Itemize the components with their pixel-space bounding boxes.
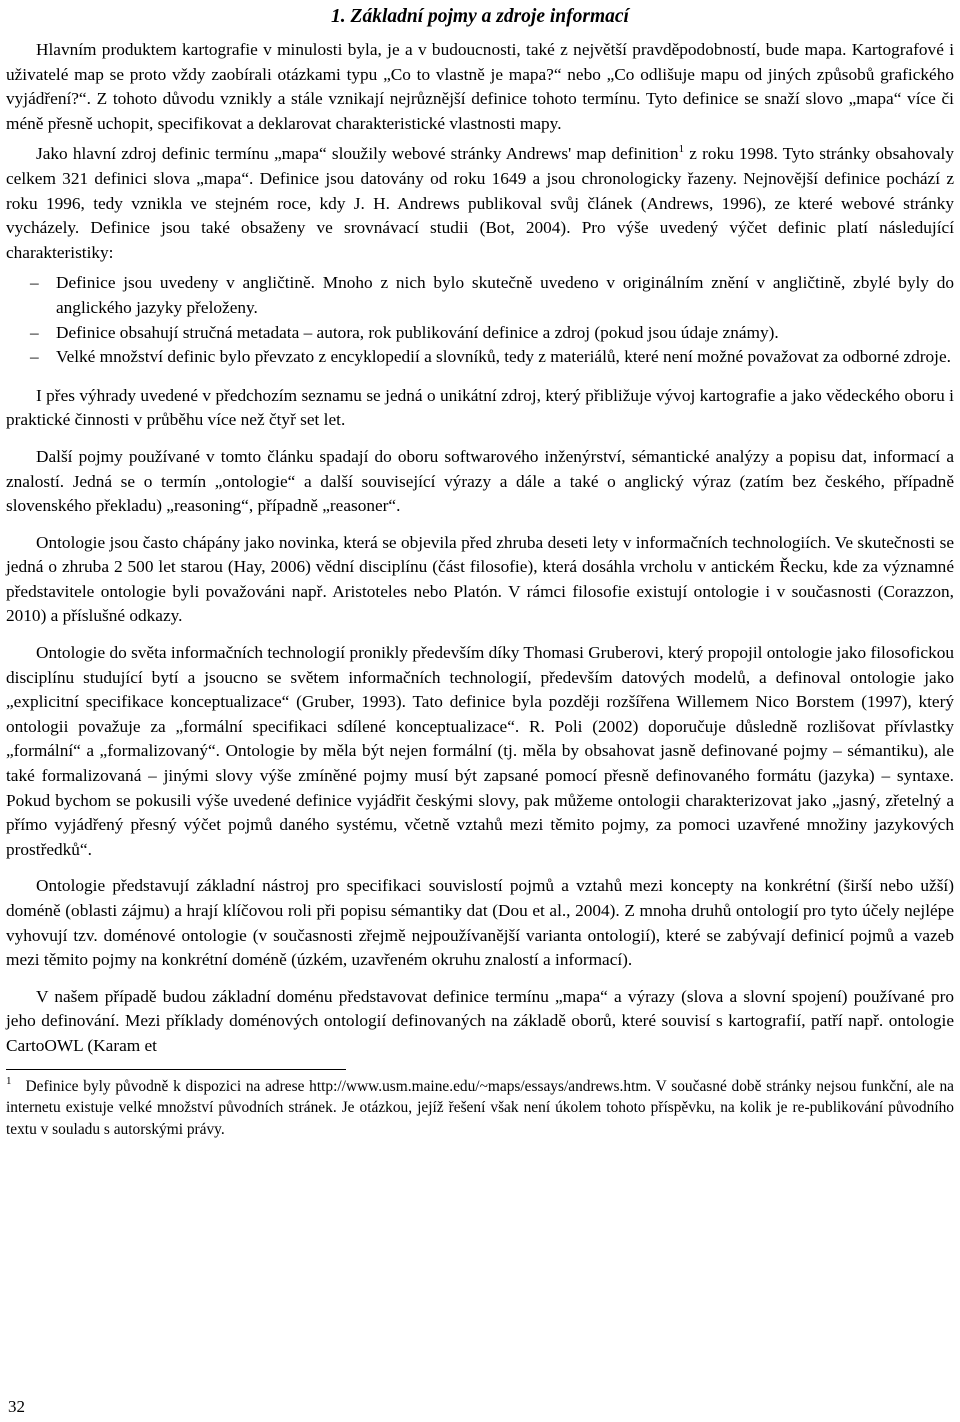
list-dash: –	[30, 322, 39, 342]
body-paragraph: Další pojmy používané v tomto článku spadají do oboru softwarového inženýrství, sémantické analýzy a popisu dat, informací a znalostí. Jedná se o termín „ontologie“ a další související výrazy a dále a také o anglický výraz (zatím bez českého, případně slovenského překladu) „reasoning“, případně „reasoner“.	[6, 446, 954, 516]
body-paragraph: Ontologie jsou často chápány jako novinka, která se objevila před zhruba deseti lety v informačních technologiích. Ve skutečnosti se jedná o zhruba 2 500 let starou (Hay, 2006) vědní disciplínu (část filosofie), která dosáhla vrcholu v antickém Řecku, kde za významné představitele ontologie byli považováni např. Aristoteles nebo Platón. V rámci filosofie existují ontologie i v současnosti (Corazzon, 2010) a příslušné odkazy.	[6, 532, 954, 626]
sources-paragraph	[6, 142, 954, 265]
list-dash: –	[30, 273, 39, 293]
body-paragraph: Ontologie do světa informačních technologií pronikly především díky Thomasi Gruberovi, který propojil ontologie jako filosofickou disciplínu studující bytí a jsoucno se světem informačních technologií, především datových modelů, a definoval ontologie jako „explicitní specifikace konceptualizace“ (Gruber, 1993). Tato definice byla později rozšířena Willemem Nico Borstem (1997), který ontologii považuje za „formální specifikaci sdílené konceptualizace“. R. Poli (2002) doporučuje důsledně rozlišovat přívlastky „formální“ a „formalizovaný“. Ontologie by měla být nejen formální (tj. měla by obsahovat jasně definované pojmy – sémantiku), ale také formalizovaná – jinými slovy výše zmíněné pojmy musí být zapsané pomocí přesně definovaného formátu (jazyka) – syntaxe. Pokud bychom se pokusili výše uvedené definice vyjádřit českými slovy, pak můžeme ontologii charakterizovat jako „jasný, zřetelný a přímo vyjádřený přesný výčet pojmů daného systému, včetně vztahů mezi těmito pojmy, za pomoci uzavřené množiny jazykových prostředků“.	[6, 643, 954, 859]
list-item-text: Definice jsou uvedeny v angličtině. Mnoho z nich bylo skutečně uvedeno v originálním znění v angličtině, zbylé byly do anglického jazyky přeloženy.	[56, 273, 954, 317]
footnote	[6, 1076, 954, 1141]
list-dash: –	[30, 347, 39, 367]
body-paragraph: V našem případě budou základní doménu představovat definice termínu „mapa“ a výrazy (slova a slovní spojení) používané pro jeho definování. Mezi příklady doménových ontologií definovaných na základě oborů, které souvisí s kartografií, patří např. ontologie CartoOWL (Karam et	[6, 986, 954, 1055]
body-paragraph: I přes výhrady uvedené v předchozím seznamu se jedná o unikátní zdroj, který přibližuje vývoj kartografie a jako vědeckého oboru i praktické činnosti v průběhu více než čtyř set let.	[6, 385, 954, 430]
list-item	[6, 345, 954, 370]
footnote-text: Definice byly původně k dispozici na adrese http://www.usm.maine.edu/~maps/essays/andrews.htm. V současné době stránky nejsou funkční, ale na internetu existuje velké množství původních stránek. Je otázkou, jejíž řešení však není úkolem tohoto příspěvku, na kolik je re-publikování původního textu v souladu s autorskými právy.	[6, 1077, 954, 1138]
page-number: 32	[8, 1397, 25, 1416]
footnote-ref: 1	[678, 143, 685, 156]
section-heading: 1. Základní pojmy a zdroje informací	[331, 6, 629, 27]
intro-paragraph: Hlavním produktem kartografie v minulosti byla, je a v budoucnosti, také z největší pravděpodobností, bude mapa. Kartografové i uživatelé map se proto vždy zaobírali otázkami typu „Co to vlastně je mapa?“ nebo „Co odlišuje mapu od jiných způsobů grafického vyjádření?“. Z tohoto důvodu vznikly a stále vznikají nejrůznější definice tohoto termínu. Tyto definice se snaží slovo „mapa“ více či méně přesně uchopit, specifikovat a deklarovat charakteristické vlastnosti mapy.	[6, 40, 954, 133]
list-item	[6, 321, 954, 346]
footnote-mark: 1	[6, 1074, 12, 1087]
list-item	[6, 271, 954, 320]
body-paragraph: Ontologie představují základní nástroj pro specifikaci souvislostí pojmů a vztahů mezi koncepty na konkrétní (širší nebo užší) doméně (oblasti zájmu) a hrají klíčovou roli při popisu sémantiky dat (Dou et al., 2004). Z mnoha druhů ontologií pro tyto účely nejlépe vyhovují tzv. doménové ontologie (v současnosti zřejmě nejpoužívanější varianta ontologií), které se zabývají definicí pojmů a vazeb mezi těmito pojmy na konkrétní doméně (úzkém, uzavřeném okruhu znalostí a informací).	[6, 876, 954, 970]
list-item-text: Definice obsahují stručná metadata – autora, rok publikování definice a zdroj (pokud jsou údaje známy).	[56, 322, 779, 342]
footnote-divider	[6, 1069, 346, 1070]
sources-text-before-ref: Jako hlavní zdroj definic termínu „mapa“ sloužily webové stránky Andrews' map definition	[36, 144, 679, 164]
characteristics-list	[6, 271, 954, 369]
list-item-text: Velké množství definic bylo převzato z encyklopedií a slovníků, tedy z materiálů, které není možné považovat za odborné zdroje.	[56, 347, 951, 367]
sources-text-after-ref: z roku 1998. Tyto stránky obsahovaly celkem 321 definici slova „mapa“. Definice jsou datovány od roku 1649 a jsou chronologicky řazeny. Nejnovější definice pochází z roku 1996, tedy vznikla ve stejném roce, kdy J. H. Andrews publikoval svůj článek (Andrews, 1996), ze které webové stránky vycházely. Definice jsou také obsaženy ve srovnávací studii (Bot, 2004). Pro výše uvedený výčet definic platí následující charakteristiky:	[6, 144, 955, 262]
